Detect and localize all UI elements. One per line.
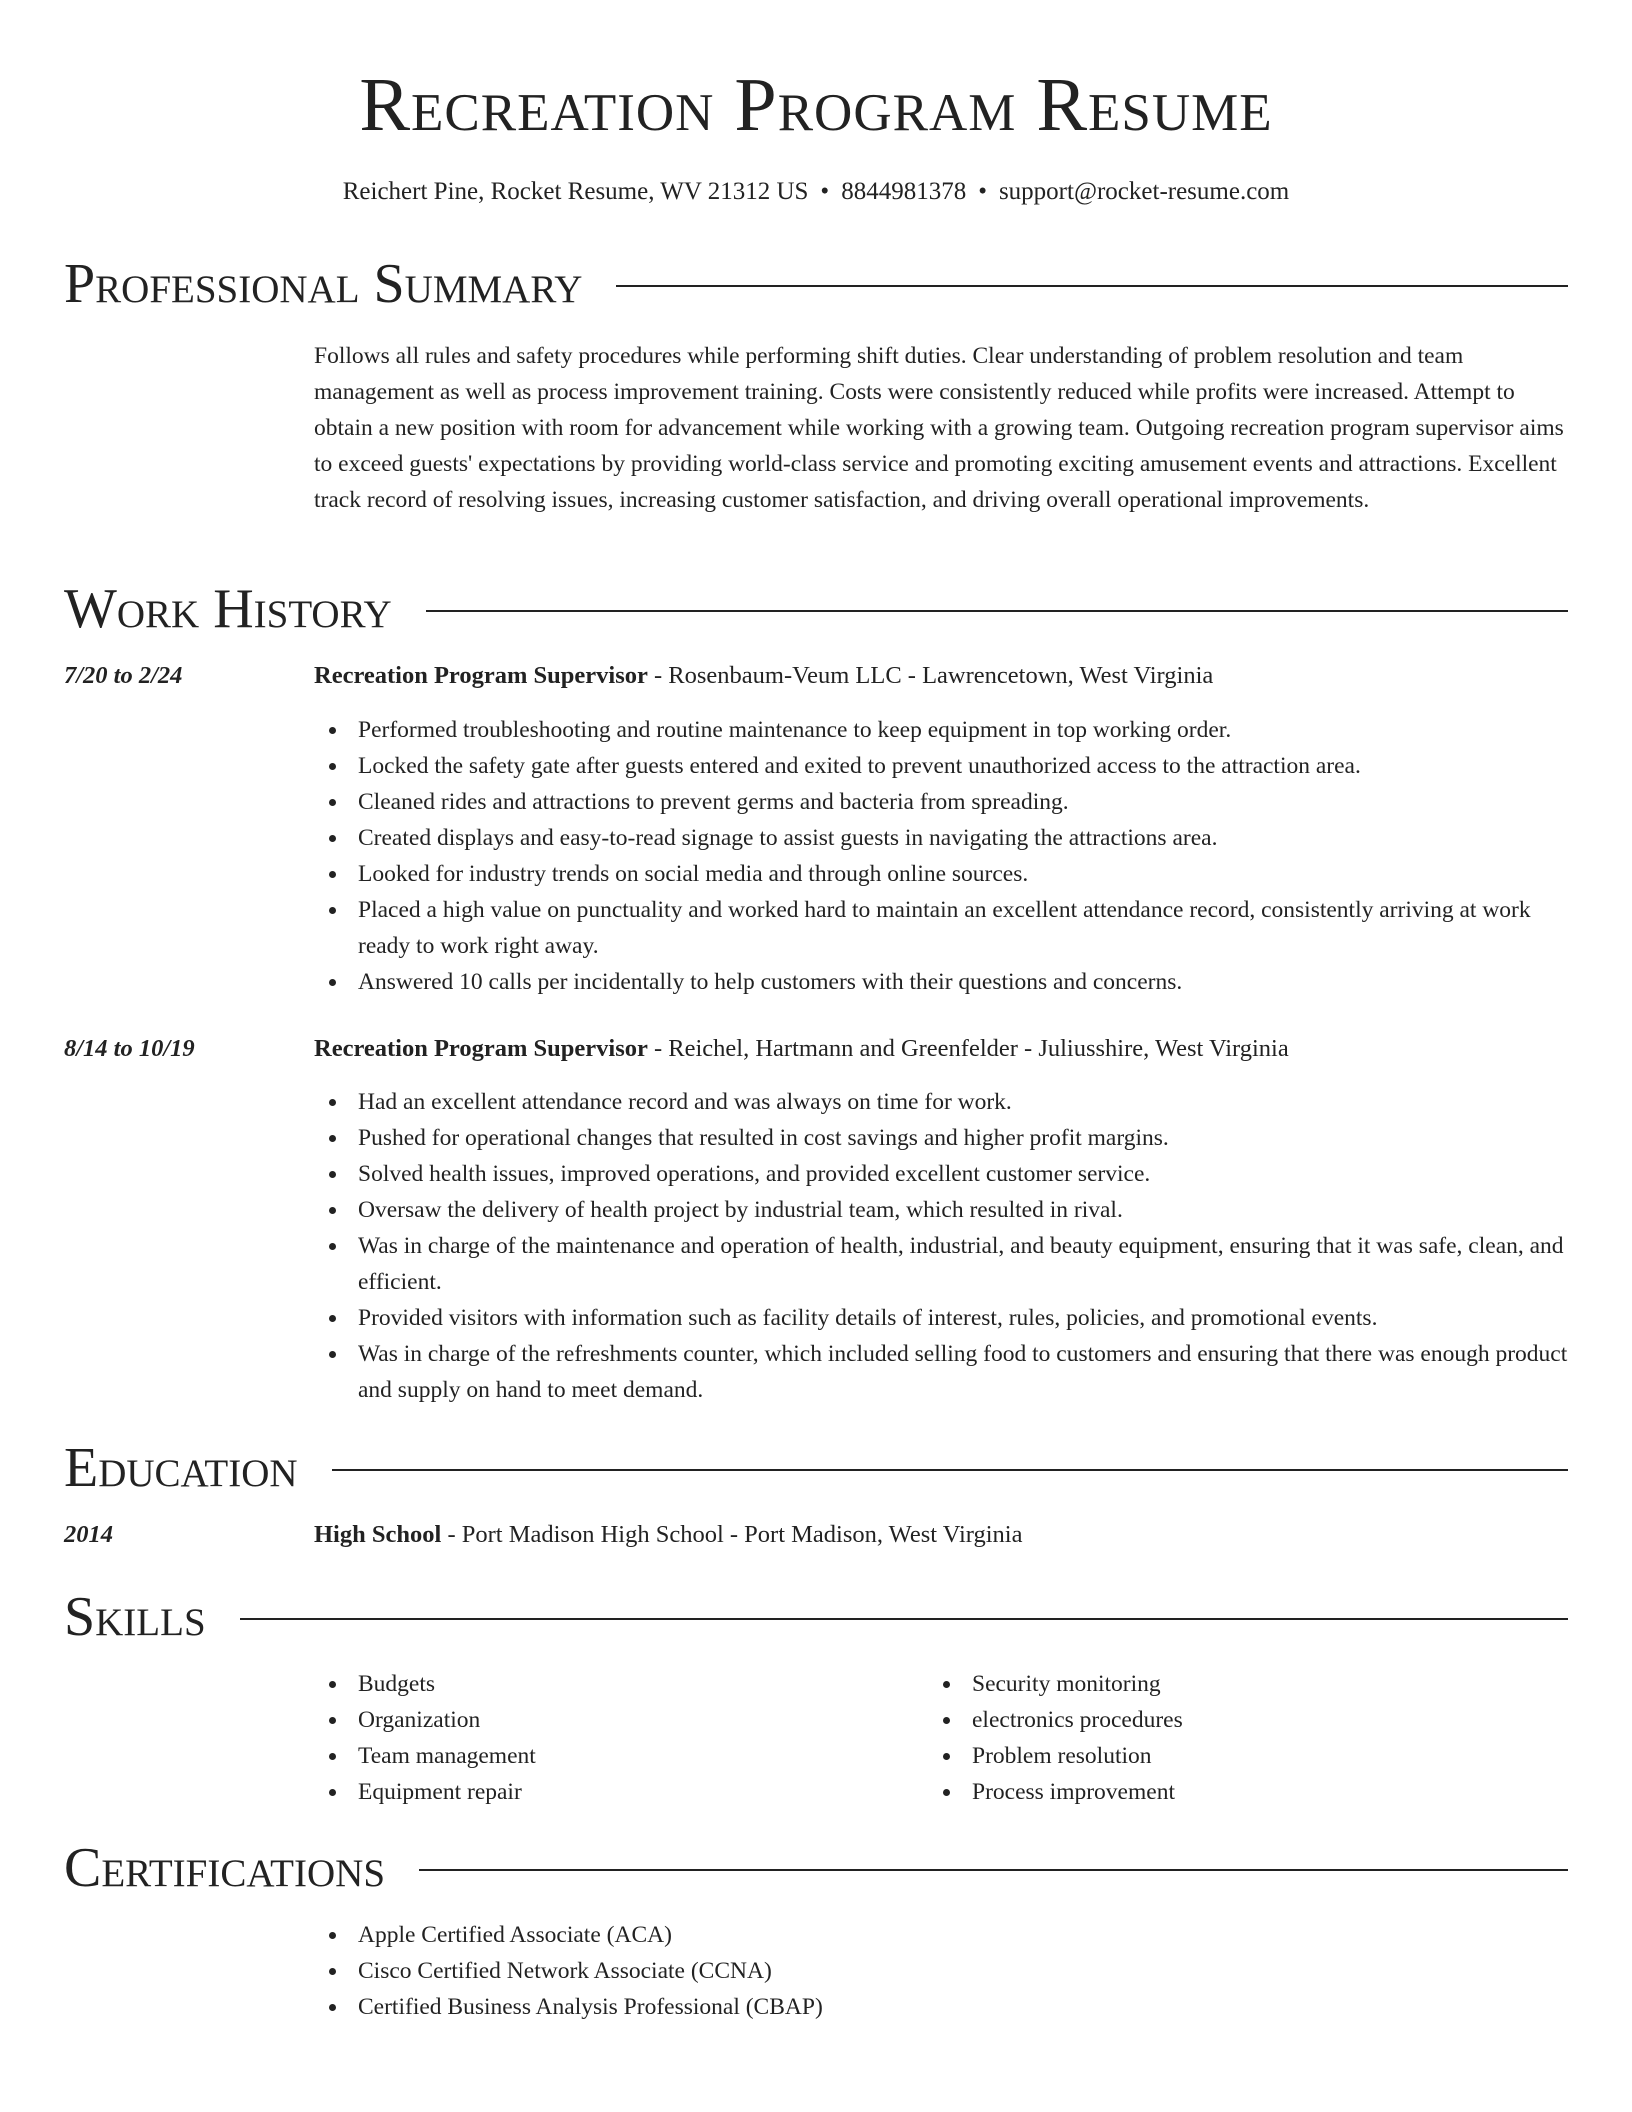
list-item: Was in charge of the maintenance and operation of health, industrial, and beauty equipment, ensuring that it was safe, clean, and efficient. (314, 1228, 1570, 1300)
job-details: - Reichel, Hartmann and Greenfelder - Juliusshire, West Virginia (647, 1035, 1289, 1062)
section-divider (419, 1869, 1568, 1871)
contact-phone: 8844981378 (841, 178, 967, 205)
list-item: Looked for industry trends on social media and through online sources. (314, 856, 1570, 892)
summary-section-heading (64, 252, 1568, 316)
education-headline (314, 1517, 1022, 1553)
skill-item: electronics procedures (928, 1702, 1568, 1738)
education-degree: High School (314, 1521, 442, 1548)
section-divider (616, 285, 1568, 287)
list-item: Answered 10 calls per incidentally to help customers with their questions and concerns. (314, 964, 1570, 1000)
list-item: Placed a high value on punctuality and worked hard to maintain an excellent attendance record, consistently arriving at work ready to work right away. (314, 892, 1570, 964)
job-header (64, 1031, 1570, 1067)
list-item: Solved health issues, improved operations, and provided excellent customer service. (314, 1156, 1570, 1192)
job-headline (314, 1031, 1289, 1067)
list-item: Provided visitors with information such as facility details of interest, rules, policies, and promotional events. (314, 1300, 1570, 1336)
contact-address: Reichert Pine, Rocket Resume, WV 21312 US (342, 178, 809, 205)
job-details: - Rosenbaum-Veum LLC - Lawrencetown, West Virginia (647, 662, 1214, 689)
list-item: Created displays and easy-to-read signage to assist guests in navigating the attractions area. (314, 820, 1570, 856)
skill-item: Team management (314, 1738, 914, 1774)
skill-item: Equipment repair (314, 1774, 914, 1810)
skill-item: Process improvement (928, 1774, 1568, 1810)
list-item: Pushed for operational changes that resulted in cost savings and higher profit margins. (314, 1120, 1570, 1156)
contact-line (0, 176, 1632, 208)
section-divider (332, 1469, 1568, 1471)
certifications-section-heading (64, 1836, 1568, 1900)
certification-item: Cisco Certified Network Associate (CCNA) (314, 1953, 1570, 1989)
work-heading: Work History (64, 578, 392, 640)
section-divider (240, 1618, 1568, 1620)
skills-section-heading (64, 1585, 1568, 1649)
summary-heading: Professional Summary (64, 253, 583, 315)
list-item: Performed troubleshooting and routine maintenance to keep equipment in top working order. (314, 712, 1570, 748)
list-item: Oversaw the delivery of health project by industrial team, which resulted in rival. (314, 1192, 1570, 1228)
education-heading: Education (64, 1437, 298, 1499)
job-headline (314, 658, 1213, 694)
contact-email: support@rocket-resume.com (998, 178, 1290, 205)
job-bullets (314, 712, 1570, 1000)
job-dates: 8/14 to 10/19 (64, 1035, 195, 1062)
skills-heading: Skills (64, 1586, 206, 1648)
skill-item: Problem resolution (928, 1738, 1568, 1774)
list-item: Had an excellent attendance record and was always on time for work. (314, 1084, 1570, 1120)
resume-title: Recreation Program Resume (359, 63, 1273, 147)
job-title: Recreation Program Supervisor (314, 1035, 648, 1062)
job-header (64, 658, 1570, 694)
education-details: - Port Madison High School - Port Madison, West Virginia (441, 1521, 1023, 1548)
skills-list-left (314, 1666, 914, 1810)
education-year: 2014 (64, 1521, 113, 1548)
certification-item: Apple Certified Associate (ACA) (314, 1917, 1570, 1953)
summary-text: Follows all rules and safety procedures while performing shift duties. Clear understanding of problem resolution and team management as well as process improvement training. Costs were consistently reduced while profits were increased. Attempt to obtain a new position with room for advancement while working with a growing team. Outgoing recreation program supervisor aims to exceed guests' expectations by providing world-class service and promoting exciting amusement events and attractions. Excellent track record of resolving issues, increasing customer satisfaction, and driving overall operational improvements. (314, 343, 1564, 513)
education-section-heading (64, 1436, 1568, 1500)
skill-item: Budgets (314, 1666, 914, 1702)
job-dates: 7/20 to 2/24 (64, 662, 183, 689)
job-title: Recreation Program Supervisor (314, 662, 648, 689)
list-item: Locked the safety gate after guests entered and exited to prevent unauthorized access to the attraction area. (314, 748, 1570, 784)
section-divider (426, 610, 1568, 612)
list-item: Cleaned rides and attractions to prevent germs and bacteria from spreading. (314, 784, 1570, 820)
skills-list-right (928, 1666, 1568, 1810)
work-section-heading (64, 577, 1568, 641)
education-entry (64, 1517, 1570, 1553)
skill-item: Security monitoring (928, 1666, 1568, 1702)
certifications-heading: Certifications (64, 1837, 386, 1899)
certification-item: Certified Business Analysis Professional (CBAP) (314, 1989, 1570, 2025)
contact-separator: • (978, 178, 987, 205)
certifications-list (314, 1917, 1570, 2025)
skill-item: Organization (314, 1702, 914, 1738)
job-bullets (314, 1084, 1570, 1408)
contact-separator: • (820, 178, 830, 205)
list-item: Was in charge of the refreshments counter, which included selling food to customers and ensuring that there was enough product and supply on hand to meet demand. (314, 1336, 1570, 1408)
